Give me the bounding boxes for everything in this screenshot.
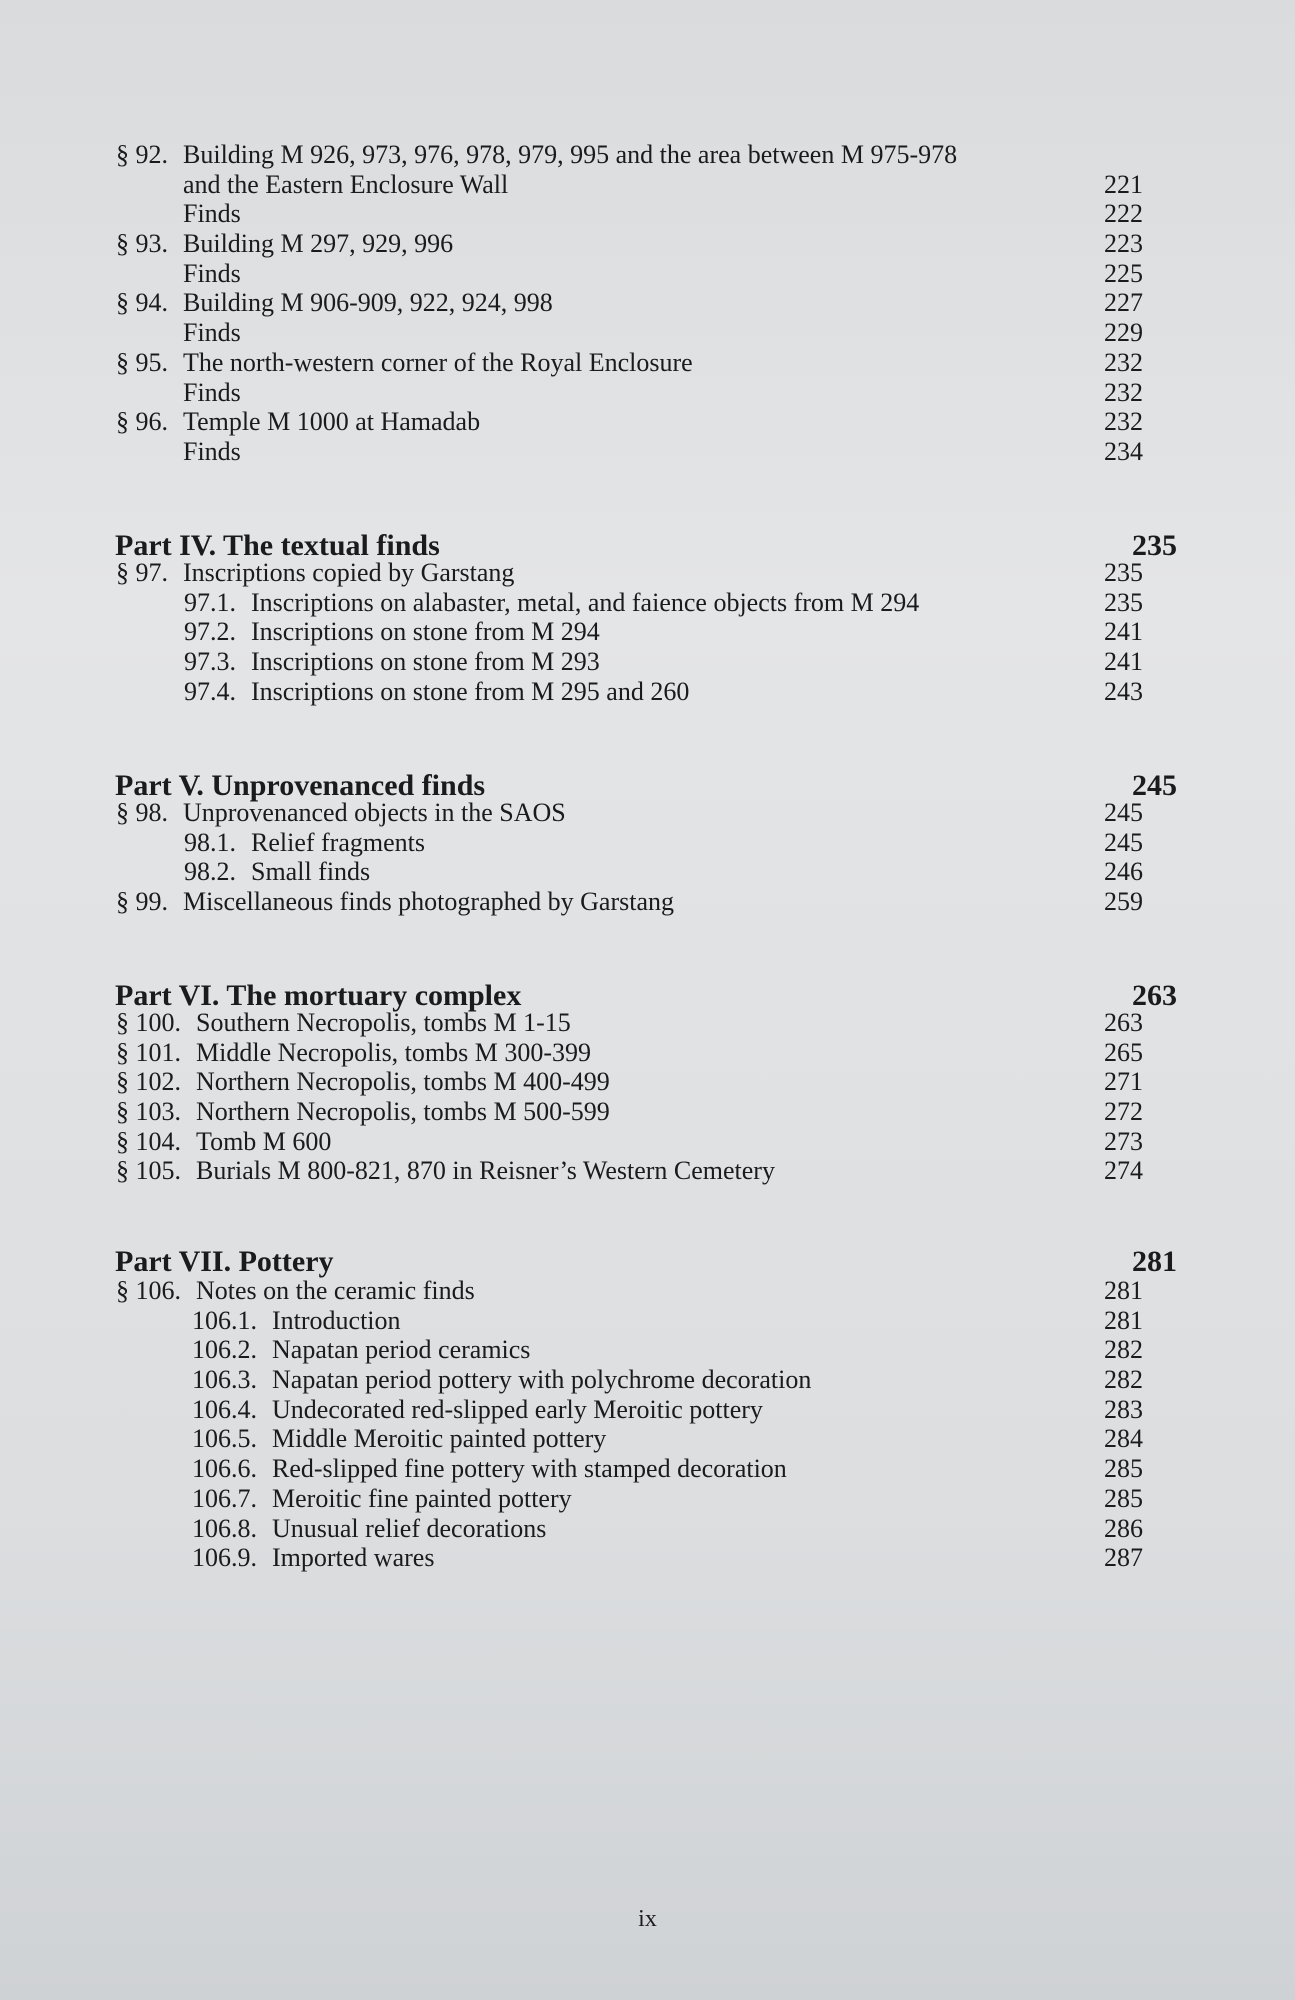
entry-title: Tomb M 600 — [196, 1126, 332, 1156]
entry-page: 241 — [1104, 617, 1143, 647]
entry-page: 246 — [1104, 857, 1143, 887]
entry-title: Middle Meroitic painted pottery — [272, 1424, 607, 1454]
entry-title: Finds — [183, 436, 241, 466]
toc-entry — [0, 170, 1295, 200]
entry-number: § 103. — [116, 1097, 181, 1127]
entry-number: 106.9. — [192, 1543, 257, 1573]
entry-number: § 98. — [116, 798, 168, 827]
entry-title: Napatan period ceramics — [272, 1335, 531, 1365]
entry-number: § 99. — [116, 887, 168, 917]
entry-title: Finds — [183, 377, 241, 407]
entry-number: § 101. — [116, 1037, 181, 1067]
toc-entry — [0, 1067, 1295, 1097]
entry-number: 106.7. — [192, 1483, 257, 1513]
part-heading — [0, 1246, 1295, 1276]
toc-entry — [0, 437, 1295, 467]
entry-page: 229 — [1104, 318, 1143, 348]
entry-number: 106.5. — [192, 1424, 257, 1454]
entry-page: 223 — [1104, 229, 1143, 259]
entry-title: Unprovenanced objects in the SAOS — [183, 798, 566, 827]
entry-number: 98.2. — [184, 857, 236, 887]
entry-page: 281 — [1104, 1276, 1143, 1305]
entry-number: 106.8. — [192, 1513, 257, 1543]
entry-page: 232 — [1104, 377, 1143, 407]
entry-title: Small finds — [251, 857, 371, 887]
entry-page: 282 — [1104, 1365, 1143, 1395]
entry-title: Napatan period pottery with polychrome decoration — [272, 1365, 812, 1395]
entry-title: Burials M 800-821, 870 in Reisner’s Western Cemetery — [196, 1156, 775, 1186]
toc-entry — [0, 887, 1295, 917]
entry-page: 271 — [1104, 1067, 1143, 1097]
entry-page: 222 — [1104, 199, 1143, 229]
entry-title: Finds — [183, 199, 241, 229]
toc-part-iv — [0, 530, 1295, 706]
entry-page: 227 — [1104, 288, 1143, 318]
entry-number: § 105. — [116, 1156, 181, 1186]
entry-title: Finds — [183, 318, 241, 348]
entry-number: 106.6. — [192, 1454, 257, 1484]
toc-entry — [0, 1514, 1295, 1544]
entry-page: 241 — [1104, 647, 1143, 677]
entry-title: Northern Necropolis, tombs M 400-499 — [196, 1067, 610, 1097]
entry-page: 259 — [1104, 887, 1143, 917]
entry-number: 106.1. — [192, 1305, 257, 1335]
entry-title: Inscriptions copied by Garstang — [183, 558, 515, 587]
entry-number: § 104. — [116, 1126, 181, 1156]
entry-page: 286 — [1104, 1513, 1143, 1543]
part-heading — [0, 980, 1295, 1010]
page-number: ix — [638, 1906, 657, 1932]
toc-entries-part-vi — [0, 1008, 1295, 1186]
toc-block-part-iii-end — [0, 140, 1295, 467]
entry-title: Inscriptions on stone from M 293 — [251, 647, 600, 677]
toc-entry — [0, 588, 1295, 618]
toc-entry — [0, 1156, 1295, 1186]
toc-part-vii — [0, 1246, 1295, 1573]
toc-entry — [0, 1335, 1295, 1365]
toc-entry — [0, 1454, 1295, 1484]
toc-part-v — [0, 770, 1295, 917]
toc-entry — [0, 1365, 1295, 1395]
entry-number: § 93. — [116, 229, 168, 259]
toc-part-vi — [0, 980, 1295, 1186]
entry-title: Meroitic fine painted pottery — [272, 1483, 572, 1513]
entry-title: Building M 906-909, 922, 924, 998 — [183, 288, 553, 318]
toc-entry — [0, 1008, 1295, 1038]
entry-title: Imported wares — [272, 1543, 435, 1573]
entry-page: 263 — [1104, 1008, 1143, 1037]
entry-title: Temple M 1000 at Hamadab — [183, 407, 481, 437]
entry-number: § 95. — [116, 347, 168, 377]
entry-page: 274 — [1104, 1156, 1143, 1186]
toc-entry — [0, 229, 1295, 259]
toc-entry — [0, 1424, 1295, 1454]
entry-title: Red-slipped fine pottery with stamped decoration — [272, 1454, 787, 1484]
part-title: Part VII. Pottery — [115, 1245, 334, 1278]
entry-title: Finds — [183, 258, 241, 288]
entry-page: 221 — [1104, 169, 1143, 199]
entry-title: The north-western corner of the Royal Enclosure — [183, 347, 693, 377]
part-page: 245 — [1132, 769, 1177, 802]
entry-title: Unusual relief decorations — [272, 1513, 547, 1543]
entry-number: 97.4. — [184, 676, 236, 706]
entry-number: 97.3. — [184, 647, 236, 677]
part-page: 263 — [1132, 979, 1177, 1012]
entry-page: 234 — [1104, 436, 1143, 466]
entry-page: 287 — [1104, 1543, 1143, 1573]
toc-entries-part-iv — [0, 558, 1295, 706]
entry-page: 282 — [1104, 1335, 1143, 1365]
entry-number: 106.4. — [192, 1394, 257, 1424]
toc-entry — [0, 1038, 1295, 1068]
entry-number: 106.3. — [192, 1365, 257, 1395]
toc-entry — [0, 1484, 1295, 1514]
toc-entry — [0, 798, 1295, 828]
entry-page: 272 — [1104, 1097, 1143, 1127]
toc-entry — [0, 348, 1295, 378]
part-title: Part IV. The textual finds — [115, 529, 440, 562]
entry-title: Building M 297, 929, 996 — [183, 229, 454, 259]
toc-entry — [0, 407, 1295, 437]
entry-number: 98.1. — [184, 827, 236, 857]
entry-page: 243 — [1104, 676, 1143, 706]
entry-title: Southern Necropolis, tombs M 1-15 — [196, 1008, 571, 1037]
part-heading — [0, 530, 1295, 560]
part-title: Part VI. The mortuary complex — [115, 979, 522, 1012]
entry-page: 283 — [1104, 1394, 1143, 1424]
part-page: 281 — [1132, 1245, 1177, 1278]
entry-number: § 100. — [116, 1008, 181, 1037]
entry-page: 285 — [1104, 1483, 1143, 1513]
entry-number: 97.1. — [184, 587, 236, 617]
toc-entry — [0, 1276, 1295, 1306]
entry-number: § 94. — [116, 288, 168, 318]
entry-title: Northern Necropolis, tombs M 500-599 — [196, 1097, 610, 1127]
part-heading — [0, 770, 1295, 800]
entry-number: 97.2. — [184, 617, 236, 647]
toc-entry — [0, 558, 1295, 588]
toc-entry — [0, 318, 1295, 348]
entry-title: Miscellaneous finds photographed by Garstang — [183, 887, 675, 917]
toc-entry — [0, 259, 1295, 289]
toc-entry — [0, 1127, 1295, 1157]
entry-title: Middle Necropolis, tombs M 300-399 — [196, 1037, 592, 1067]
part-title: Part V. Unprovenanced finds — [115, 769, 486, 802]
toc-entry — [0, 140, 1295, 170]
toc-entry — [0, 857, 1295, 887]
toc-entry — [0, 1097, 1295, 1127]
entry-page: 235 — [1104, 587, 1143, 617]
entry-title: Notes on the ceramic finds — [196, 1276, 475, 1305]
entry-page: 225 — [1104, 258, 1143, 288]
toc-entry — [0, 199, 1295, 229]
entry-number: § 92. — [116, 140, 168, 169]
part-page: 235 — [1132, 529, 1177, 562]
entry-title: Inscriptions on stone from M 295 and 260 — [251, 676, 690, 706]
toc-entry — [0, 1543, 1295, 1573]
toc-entry — [0, 378, 1295, 408]
entry-page: 245 — [1104, 798, 1143, 827]
entry-title: Relief fragments — [251, 827, 425, 857]
toc-entry — [0, 647, 1295, 677]
entry-page: 281 — [1104, 1305, 1143, 1335]
entry-title: Undecorated red-slipped early Meroitic pottery — [272, 1394, 763, 1424]
entry-page: 285 — [1104, 1454, 1143, 1484]
entry-page: 235 — [1104, 558, 1143, 587]
entry-title: Building M 926, 973, 976, 978, 979, 995 and the area between M 975-978 — [183, 140, 958, 169]
entry-number: § 102. — [116, 1067, 181, 1097]
entry-number: § 106. — [116, 1276, 181, 1305]
entry-page: 232 — [1104, 347, 1143, 377]
toc-entry — [0, 288, 1295, 318]
entry-page: 245 — [1104, 827, 1143, 857]
entry-page: 232 — [1104, 407, 1143, 437]
toc-entry — [0, 677, 1295, 707]
entry-page: 273 — [1104, 1126, 1143, 1156]
toc-entry — [0, 1306, 1295, 1336]
entry-number: § 97. — [116, 558, 168, 587]
entry-title: Inscriptions on alabaster, metal, and faience objects from M 294 — [251, 587, 920, 617]
entry-number: § 96. — [116, 407, 168, 437]
entry-number: 106.2. — [192, 1335, 257, 1365]
toc-entries-part-v — [0, 798, 1295, 917]
toc-entries-part-vii — [0, 1276, 1295, 1573]
entry-page: 265 — [1104, 1037, 1143, 1067]
toc-entry — [0, 617, 1295, 647]
toc-entry — [0, 1395, 1295, 1425]
entry-title: Inscriptions on stone from M 294 — [251, 617, 600, 647]
entry-title: and the Eastern Enclosure Wall — [183, 169, 509, 199]
entry-page: 284 — [1104, 1424, 1143, 1454]
toc-entry — [0, 828, 1295, 858]
entry-title: Introduction — [272, 1305, 401, 1335]
